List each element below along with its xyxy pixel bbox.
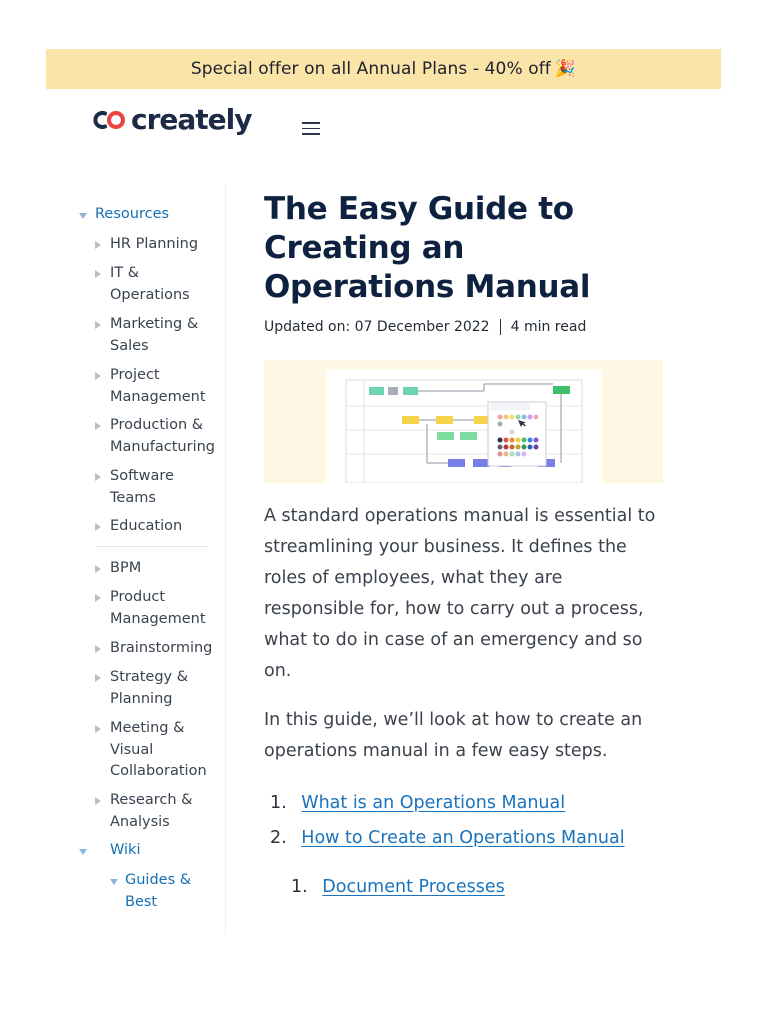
- hamburger-menu-icon[interactable]: [302, 122, 320, 136]
- sidebar-item-it-operations[interactable]: IT & Operations: [76, 263, 196, 306]
- page-title: The Easy Guide to Creating an Operations Manual: [264, 191, 591, 305]
- chevron-right-icon: [95, 674, 101, 682]
- creately-logo[interactable]: [92, 103, 252, 136]
- chevron-right-icon: [95, 523, 101, 531]
- sidebar-item-bpm[interactable]: BPM: [76, 558, 224, 580]
- chevron-right-icon: [95, 270, 101, 278]
- hero-diagram-image: [264, 360, 663, 483]
- chevron-right-icon: [95, 422, 101, 430]
- logo-mark-icon: [92, 108, 128, 132]
- sidebar-nav: [76, 184, 226, 934]
- site-header: [92, 100, 252, 140]
- chevron-right-icon: [95, 241, 101, 249]
- chevron-right-icon: [95, 321, 101, 329]
- sidebar-item-brainstorming[interactable]: Brainstorming: [76, 638, 224, 660]
- logo-wordmark: creately: [131, 103, 252, 136]
- intro-paragraph: A standard operations manual is essential to streamlining your business. It defines the roles of employees, what they are responsible for, how to carry out a process, what to do in case of an emergency and so on.: [264, 506, 656, 681]
- read-time: 4 min read: [510, 319, 587, 335]
- chevron-right-icon: [95, 594, 101, 602]
- toc-item: 1. What is an Operations Manual: [270, 793, 566, 813]
- chevron-right-icon: [95, 565, 101, 573]
- chevron-down-icon: [79, 849, 87, 855]
- promo-text: Special offer on all Annual Plans - 40% off: [190, 59, 551, 79]
- promo-banner[interactable]: [46, 49, 721, 89]
- sidebar-item-research-analysis[interactable]: Research & Analysis: [76, 790, 196, 833]
- toc-link-document-processes[interactable]: Document Processes: [322, 877, 505, 897]
- meta-divider: [500, 319, 501, 335]
- chevron-down-icon: [79, 213, 87, 219]
- sidebar-item-product-management[interactable]: Product Management: [76, 587, 206, 630]
- updated-date: Updated on: 07 December 2022: [264, 319, 490, 335]
- guide-paragraph: In this guide, we’ll look at how to create an operations manual in a few easy steps.: [264, 710, 643, 761]
- chevron-right-icon: [95, 372, 101, 380]
- chevron-right-icon: [95, 797, 101, 805]
- toc-link-how-to-create[interactable]: How to Create an Operations Manual: [301, 828, 625, 848]
- chevron-right-icon: [95, 473, 101, 481]
- sidebar-item-wiki[interactable]: Wiki: [76, 840, 224, 862]
- sidebar-item-strategy-planning[interactable]: Strategy & Planning: [76, 667, 196, 710]
- chevron-right-icon: [95, 725, 101, 733]
- sidebar-item-hr-planning[interactable]: HR Planning: [76, 234, 224, 256]
- sidebar-item-software-teams[interactable]: Software Teams: [76, 466, 196, 509]
- article: [264, 190, 664, 335]
- party-popper-icon: 🎉: [554, 59, 577, 79]
- toc-link-what-is[interactable]: What is an Operations Manual: [301, 793, 566, 813]
- sidebar-item-meeting-visual-collaboration[interactable]: Meeting & Visual Collaboration: [76, 718, 216, 783]
- sidebar-item-production-manufacturing[interactable]: Production & Manufacturing: [76, 415, 222, 458]
- article-meta: [264, 319, 664, 335]
- toc-sub-item: 1. Document Processes: [291, 877, 505, 897]
- sidebar-divider: [96, 546, 208, 547]
- toc-item: 2. How to Create an Operations Manual: [270, 828, 625, 848]
- sidebar-item-project-management[interactable]: Project Management: [76, 365, 206, 408]
- sidebar-item-guides-best[interactable]: Guides & Best: [76, 870, 192, 913]
- sidebar-item-resources[interactable]: Resources: [76, 204, 224, 226]
- sidebar-item-education[interactable]: Education: [76, 516, 224, 538]
- chevron-down-icon: [110, 879, 118, 885]
- sidebar-item-marketing-sales[interactable]: Marketing & Sales: [76, 314, 206, 357]
- chevron-right-icon: [95, 645, 101, 653]
